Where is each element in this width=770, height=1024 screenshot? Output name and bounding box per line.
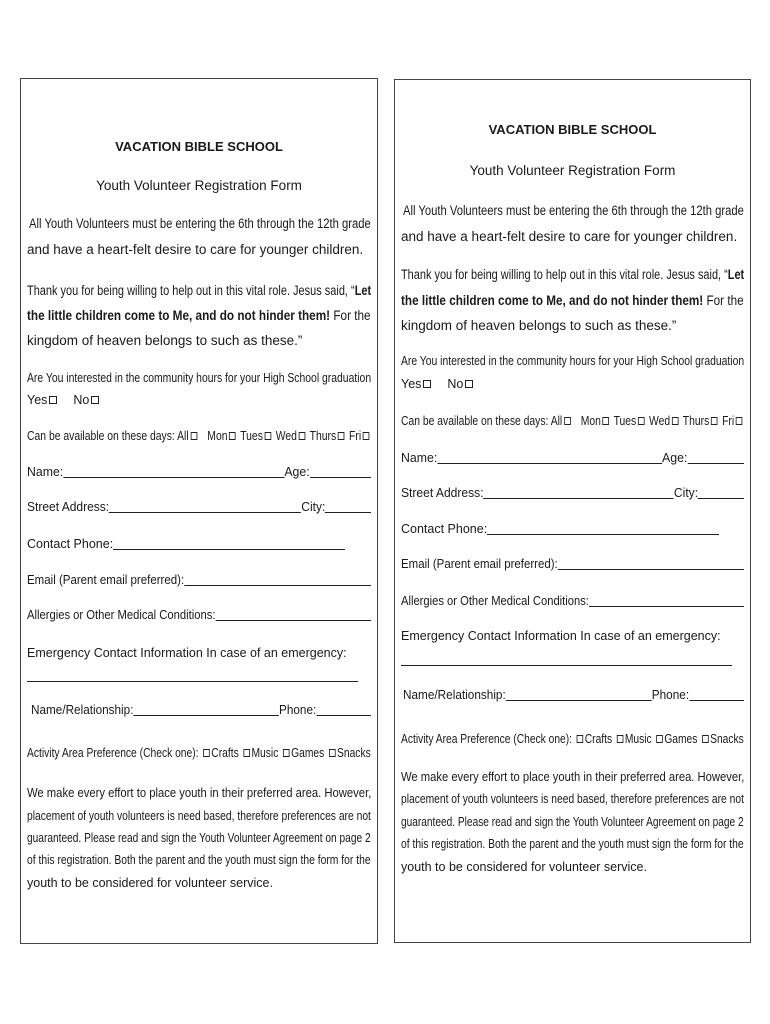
email-field[interactable] <box>184 573 371 586</box>
relationship-field[interactable] <box>133 703 279 716</box>
yes-checkbox[interactable] <box>49 396 57 404</box>
community-hours-question: Are You interested in the community hours for your High School graduation <box>27 371 372 385</box>
crafts-checkbox[interactable] <box>577 735 584 743</box>
thanks-line-2: the little children come to Me, and do not hinder them! For the <box>401 293 744 308</box>
snacks-checkbox[interactable] <box>702 735 709 743</box>
emergency-label: Emergency Contact Information In case of an emergency: <box>401 629 721 643</box>
allergies-row: Allergies or Other Medical Conditions: <box>401 593 744 609</box>
day-fri-checkbox[interactable] <box>736 417 743 425</box>
note-line-5: youth to be considered for volunteer service. <box>27 876 273 890</box>
relationship-row: Name/Relationship: Phone: <box>403 687 744 703</box>
note-line-4: of this registration. Both the parent and the youth must sign the form for the <box>401 837 744 851</box>
relationship-field[interactable] <box>506 688 652 701</box>
street-field[interactable] <box>109 500 301 513</box>
emergency-phone-field[interactable] <box>316 703 370 716</box>
allergies-field[interactable] <box>215 608 370 621</box>
day-wed-checkbox[interactable] <box>299 432 306 440</box>
day-tues-checkbox[interactable] <box>265 432 272 440</box>
intro-line-1: All Youth Volunteers must be entering the 6th through the 12th grade <box>403 203 744 218</box>
age-field[interactable] <box>687 451 743 464</box>
contact-phone-row: Contact Phone: <box>401 521 719 537</box>
day-mon-checkbox[interactable] <box>229 432 236 440</box>
no-checkbox[interactable] <box>465 380 473 388</box>
yes-checkbox[interactable] <box>423 380 431 388</box>
thanks-line-1: Thank you for being willing to help out in this vital role. Jesus said, “Let <box>27 283 372 298</box>
music-checkbox[interactable] <box>617 735 624 743</box>
emergency-row <box>27 668 358 684</box>
allergies-row: Allergies or Other Medical Conditions: <box>27 607 371 623</box>
registration-form-left <box>20 78 378 944</box>
activity-preference: Activity Area Preference (Check one): Crafts Music Games Snacks <box>27 746 371 760</box>
day-mon-checkbox[interactable] <box>603 417 610 425</box>
emergency-label: Emergency Contact Information In case of an emergency: <box>27 646 347 660</box>
name-field[interactable] <box>437 451 662 464</box>
thanks-line-3: kingdom of heaven belongs to such as these.” <box>27 333 303 348</box>
thanks-line-2: the little children come to Me, and do not hinder them! For the <box>27 308 371 323</box>
community-hours-options: Yes No <box>27 392 101 408</box>
note-line-5: youth to be considered for volunteer service. <box>401 860 647 874</box>
games-checkbox[interactable] <box>656 735 663 743</box>
form-subtitle: Youth Volunteer Registration Form <box>96 178 302 193</box>
games-checkbox[interactable] <box>283 749 290 757</box>
thanks-line-1: Thank you for being willing to help out in this vital role. Jesus said, “Let <box>401 267 745 282</box>
note-line-2: placement of youth volunteers is need based, therefore preferences are not <box>401 792 744 806</box>
emergency-phone-field[interactable] <box>689 688 744 701</box>
activity-preference: Activity Area Preference (Check one): Crafts Music Games Snacks <box>401 732 744 746</box>
age-field[interactable] <box>310 465 371 478</box>
snacks-checkbox[interactable] <box>329 749 336 757</box>
day-all-checkbox[interactable] <box>190 432 197 440</box>
city-field[interactable] <box>325 500 371 513</box>
thanks-line-3: kingdom of heaven belongs to such as these.” <box>401 318 677 333</box>
form-title: VACATION BIBLE SCHOOL <box>488 122 657 137</box>
note-line-3: guaranteed. Please read and sign the Youth Volunteer Agreement on page 2 <box>27 831 371 845</box>
emergency-row <box>401 652 732 668</box>
allergies-field[interactable] <box>589 594 744 607</box>
note-line-1: We make every effort to place youth in their preferred area. However, <box>27 786 372 800</box>
note-line-2: placement of youth volunteers is need based, therefore preferences are not <box>27 809 371 823</box>
day-fri-checkbox[interactable] <box>363 432 370 440</box>
city-field[interactable] <box>698 486 744 499</box>
availability-days: Can be available on these days: All Mon Tues Wed Thurs Fri <box>401 413 744 429</box>
day-thurs-checkbox[interactable] <box>338 432 345 440</box>
name-row: Name: Age: <box>401 450 744 466</box>
email-field[interactable] <box>558 557 744 570</box>
music-checkbox[interactable] <box>243 749 250 757</box>
day-all-checkbox[interactable] <box>564 417 571 425</box>
crafts-checkbox[interactable] <box>203 749 210 757</box>
name-row: Name: Age: <box>27 464 371 480</box>
community-hours-options: Yes No <box>401 376 475 392</box>
contact-phone-row: Contact Phone: <box>27 536 345 552</box>
form-title: VACATION BIBLE SCHOOL <box>115 139 283 154</box>
street-field[interactable] <box>484 486 674 499</box>
emergency-field[interactable] <box>27 669 358 682</box>
address-row: Street Address: City: <box>401 485 744 501</box>
contact-phone-field[interactable] <box>487 522 719 535</box>
intro-line-2: and have a heart-felt desire to care for younger children. <box>401 229 738 244</box>
email-row: Email (Parent email preferred): <box>27 572 371 588</box>
intro-line-2: and have a heart-felt desire to care for younger children. <box>27 242 364 257</box>
note-line-4: of this registration. Both the parent and the youth must sign the form for the <box>27 853 371 867</box>
address-row: Street Address: City: <box>27 499 371 515</box>
relationship-row: Name/Relationship: Phone: <box>31 702 371 718</box>
community-hours-question: Are You interested in the community hours for your High School graduation <box>401 354 745 368</box>
availability-days: Can be available on these days: All Mon Tues Wed Thurs Fri <box>27 428 371 444</box>
form-subtitle: Youth Volunteer Registration Form <box>469 163 676 178</box>
day-tues-checkbox[interactable] <box>638 417 645 425</box>
intro-line-1: All Youth Volunteers must be entering the 6th through the 12th grade <box>29 216 371 231</box>
emergency-field[interactable] <box>401 653 732 666</box>
name-field[interactable] <box>63 465 284 478</box>
day-thurs-checkbox[interactable] <box>711 417 718 425</box>
note-line-3: guaranteed. Please read and sign the Youth Volunteer Agreement on page 2 <box>401 815 744 829</box>
contact-phone-field[interactable] <box>113 537 345 550</box>
email-row: Email (Parent email preferred): <box>401 556 744 572</box>
note-line-1: We make every effort to place youth in their preferred area. However, <box>401 770 745 784</box>
registration-form-right <box>394 79 751 943</box>
day-wed-checkbox[interactable] <box>672 417 679 425</box>
no-checkbox[interactable] <box>91 396 99 404</box>
